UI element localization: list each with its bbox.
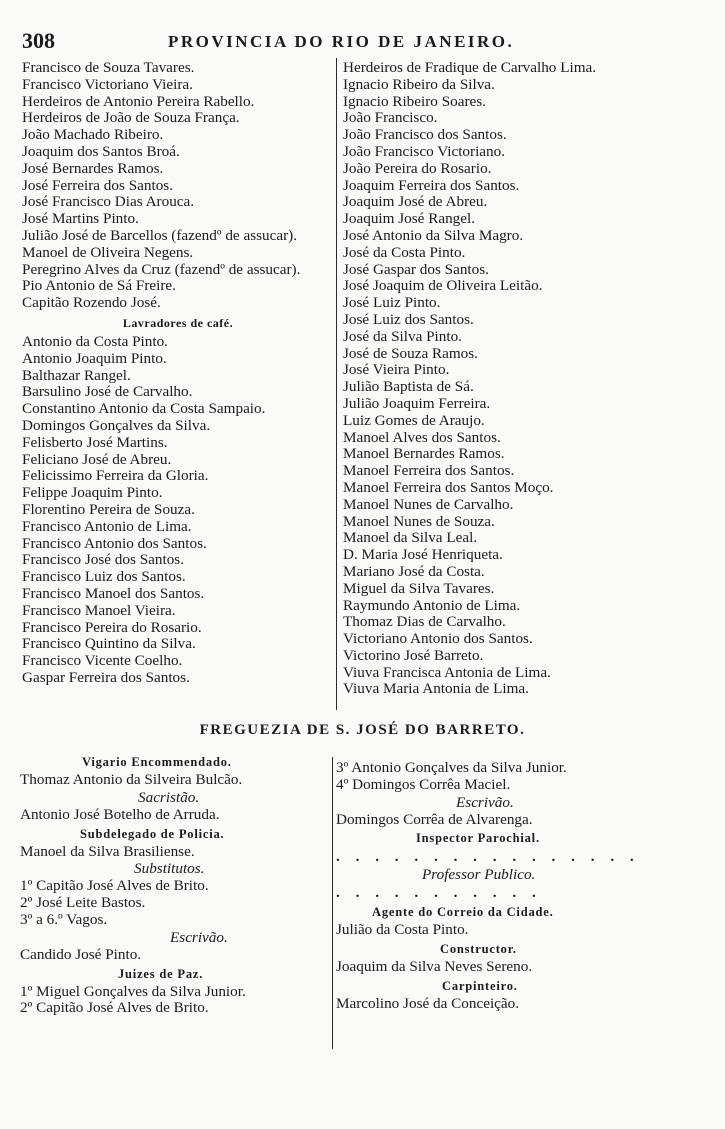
list-item: Raymundo Antonio de Lima. — [343, 596, 521, 614]
list-item: Capitão Rozendo José. — [22, 294, 161, 312]
list-item: José Vieira Pinto. — [343, 361, 450, 379]
list-item: Manoel de Oliveira Negens. — [22, 243, 194, 261]
correio-title: Agente do Correio da Cidade. — [372, 905, 554, 920]
list-item: Thomaz Dias de Carvalho. — [343, 613, 506, 631]
sacristao-name: Antonio José Botelho de Arruda. — [20, 805, 220, 823]
list-item: José Antonio da Silva Magro. — [343, 226, 524, 244]
list-item: José Luiz dos Santos. — [343, 310, 474, 328]
list-item: José da Costa Pinto. — [343, 243, 466, 261]
list-item: José de Souza Ramos. — [343, 344, 478, 362]
substituto-item: 1º Capitão José Alves de Brito. — [20, 877, 209, 895]
list-item: Gaspar Ferreira dos Santos. — [22, 668, 190, 686]
section-right-column — [336, 759, 640, 1013]
list-item: D. Maria José Henriqueta. — [343, 546, 503, 564]
list-item: Peregrino Alves da Cruz (fazendº de assucar). — [22, 260, 301, 278]
list-item: Manoel Ferreira dos Santos. — [343, 462, 515, 480]
list-item: Francisco Victoriano Vieira. — [22, 75, 193, 93]
list-item: Manoel Nunes de Souza. — [343, 512, 495, 530]
list-item: Antonio da Costa Pinto. — [22, 332, 168, 350]
professor-title: Professor Publico. — [422, 866, 536, 884]
list-item: José da Silva Pinto. — [343, 327, 462, 345]
list-item: Miguel da Silva Tavares. — [343, 579, 495, 597]
list-item: Herdeiros de Fradique de Carvalho Lima. — [343, 59, 597, 76]
escrivao-left-title: Escrivão. — [170, 928, 228, 946]
constructor-name: Joaquim da Silva Neves Sereno. — [336, 958, 533, 976]
page-header — [18, 28, 708, 54]
list-item: José Ferreira dos Santos. — [22, 176, 174, 194]
list-item: José Gaspar dos Santos. — [343, 260, 489, 278]
list-item: João Francisco Victoriano. — [343, 142, 506, 160]
list-item: Ignacio Ribeiro Soares. — [343, 92, 486, 110]
list-item: Viuva Francisca Antonia de Lima. — [343, 663, 551, 681]
juizes-list — [20, 984, 320, 1018]
list-item: José Luiz Pinto. — [343, 294, 441, 312]
carpinteiro-title: Carpinteiro. — [442, 978, 518, 993]
dotted-leader: . . . . . . . . . . . — [336, 884, 542, 902]
list-item: Francisco de Souza Tavares. — [22, 59, 195, 76]
list-item: Francisco Antonio dos Santos. — [22, 534, 207, 552]
list-item: Julião Baptista de Sá. — [343, 378, 474, 396]
list-item: Pio Antonio de Sá Freire. — [22, 277, 176, 295]
list-item: Francisco Vicente Coelho. — [22, 652, 183, 670]
substitutos-list — [20, 878, 320, 928]
lavradores-list — [22, 334, 334, 687]
vigario-title: Vigario Encommendado. — [82, 755, 232, 769]
list-item: Victorino José Barreto. — [343, 646, 484, 664]
list-item: Viuva Maria Antonia de Lima. — [343, 680, 529, 698]
juizes-continued-list — [336, 760, 636, 794]
running-title: PROVINCIA DO RIO DE JANEIRO. — [168, 32, 515, 51]
list-item: Joaquim José de Abreu. — [343, 193, 488, 211]
correio-name: Julião da Costa Pinto. — [336, 921, 469, 939]
list-item: José Joaquim de Oliveira Leitão. — [343, 277, 543, 295]
list-item: Domingos Gonçalves da Silva. — [22, 416, 211, 434]
list-item: Felisberto José Martins. — [22, 433, 168, 451]
list-item: Felippe Joaquim Pinto. — [22, 484, 163, 502]
juiz-item: 4º Domingos Corrêa Maciel. — [336, 775, 511, 793]
list-item: Joaquim Ferreira dos Santos. — [343, 176, 520, 194]
list-item: Manoel da Silva Leal. — [343, 529, 478, 547]
sacristao-title: Sacristão. — [138, 788, 200, 806]
subdelegado-title: Subdelegado de Policia. — [80, 826, 225, 841]
list-item: Barsulino José de Carvalho. — [22, 383, 193, 401]
list-item: Manoel Nunes de Carvalho. — [343, 495, 514, 513]
substituto-item: 2º José Leite Bastos. — [20, 894, 146, 912]
list-item: João Machado Ribeiro. — [22, 126, 164, 144]
substituto-item: 3º a 6.º Vagos. — [20, 910, 108, 928]
list-item: Balthazar Rangel. — [22, 366, 131, 384]
carpinteiro-name: Marcolino José da Conceição. — [336, 994, 520, 1012]
juiz-item: 2º Capitão José Alves de Brito. — [20, 999, 209, 1017]
right-column — [343, 60, 653, 698]
list-item: Luiz Gomes de Araujo. — [343, 411, 485, 429]
page-number: 308 — [22, 28, 55, 53]
escrivao-left-name: Candido José Pinto. — [20, 945, 142, 963]
list-item: João Pereira do Rosario. — [343, 159, 492, 177]
list-item: José Bernardes Ramos. — [22, 159, 164, 177]
list-item: Francisco Luiz dos Santos. — [22, 568, 186, 586]
lavradores-subheading: Lavradores de café. — [122, 315, 234, 330]
juiz-item: 1º Miguel Gonçalves da Silva Junior. — [20, 982, 246, 1000]
inspector-title: Inspector Parochial. — [416, 831, 540, 846]
list-item: Victoriano Antonio dos Santos. — [343, 630, 533, 648]
list-item: Francisco Quintino da Silva. — [22, 635, 196, 653]
list-item: Francisco Antonio de Lima. — [22, 517, 192, 535]
list-item: Joaquim dos Santos Broá. — [22, 142, 180, 160]
escrivao-right-name: Domingos Corrêa de Alvarenga. — [336, 810, 533, 828]
list-item: Ignacio Ribeiro da Silva. — [343, 75, 495, 93]
list-item: Florentino Pereira de Souza. — [22, 500, 195, 518]
list-item: Herdeiros de João de Souza França. — [22, 109, 240, 127]
section-column-divider — [332, 757, 333, 1049]
dotted-leader: . . . . . . . . . . . . . . . . — [336, 848, 640, 866]
list-item: Feliciano José de Abreu. — [22, 450, 172, 468]
list-item: Francisco José dos Santos. — [22, 551, 184, 569]
list-item: José Francisco Dias Arouca. — [22, 193, 195, 211]
list-item: Felicissimo Ferreira da Gloria. — [22, 467, 209, 485]
constructor-title: Constructor. — [440, 942, 517, 957]
subdelegado-name: Manoel da Silva Brasiliense. — [20, 842, 195, 860]
left-column — [22, 60, 334, 687]
section-title: FREGUEZIA DE S. JOSÉ DO BARRETO. — [199, 722, 526, 738]
list-item: Julião Joaquim Ferreira. — [343, 394, 491, 412]
right-name-list — [343, 60, 653, 698]
substitutos-title: Substitutos. — [134, 860, 205, 878]
list-item: Francisco Pereira do Rosario. — [22, 618, 202, 636]
escrivao-right-title: Escrivão. — [456, 793, 514, 811]
list-item: Antonio Joaquim Pinto. — [22, 349, 167, 367]
left-name-list — [22, 60, 334, 312]
list-item: Manoel Bernardes Ramos. — [343, 445, 505, 463]
list-item: Joaquim José Rangel. — [343, 210, 476, 228]
list-item: Francisco Manoel Vieira. — [22, 601, 176, 619]
list-item: Julião José de Barcellos (fazendº de assucar). — [22, 226, 298, 244]
list-item: Mariano José da Costa. — [343, 562, 485, 580]
list-item: José Martins Pinto. — [22, 210, 139, 228]
list-item: João Francisco. — [343, 109, 438, 127]
list-item: Constantino Antonio da Costa Sampaio. — [22, 400, 266, 418]
column-divider — [336, 58, 337, 710]
section-left-column — [20, 752, 320, 1017]
list-item: Manoel Alves dos Santos. — [343, 428, 501, 446]
list-item: Herdeiros de Antonio Pereira Rabello. — [22, 92, 255, 110]
juiz-item: 3º Antonio Gonçalves da Silva Junior. — [336, 759, 567, 776]
list-item: Francisco Manoel dos Santos. — [22, 584, 205, 602]
list-item: João Francisco dos Santos. — [343, 126, 507, 144]
list-item: Manoel Ferreira dos Santos Moço. — [343, 478, 554, 496]
vigario-name: Thomaz Antonio da Silveira Bulcão. — [20, 771, 243, 788]
juizes-title: Juizes de Paz. — [118, 966, 204, 981]
